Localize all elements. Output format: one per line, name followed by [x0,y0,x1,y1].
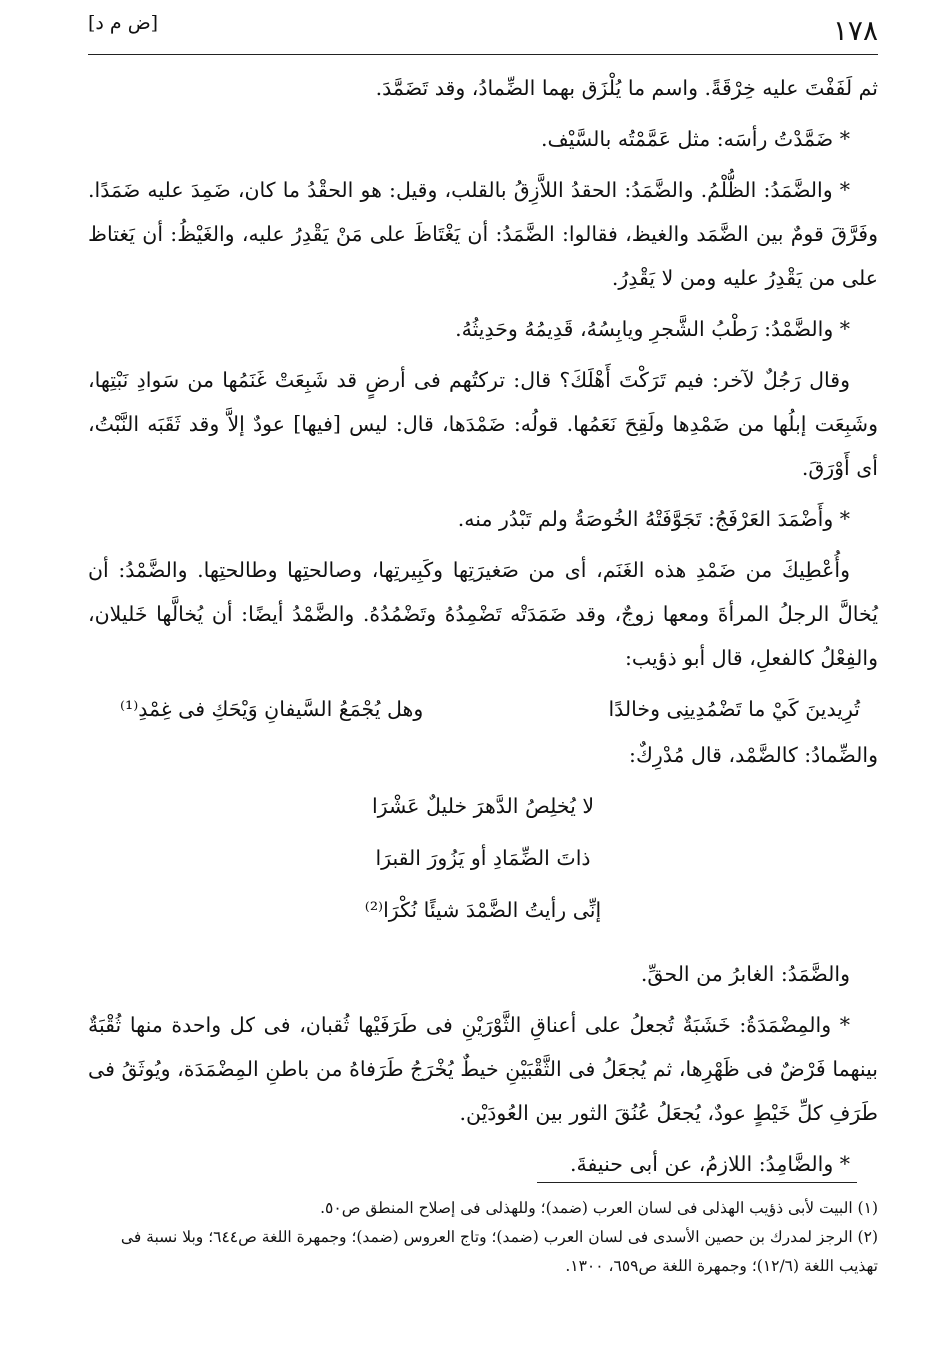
verse-first-hemistich: تُرِيدينَ كَيْ ما تَضْمُدِينِى وخالدًا [608,697,860,721]
entry-body [88,66,878,1193]
footnote: (١) البيت لأبى ذؤيب الهذلى فى لسان العرب (ضمد)؛ وللهذلى فى إصلاح المنطق ص٥٠. [320,1199,878,1217]
paragraph: * والضَّامِدُ: اللازمُ، عن أبى حنيفةَ. [570,1152,850,1176]
paragraph: * والمِضْمَدَةُ: خَشَبَةٌ تُجعلُ على أعناقِ الثَّوْرَيْنِ فى طَرَفَيْها ثُقبان، فى كل واحدة منها ثُقْبَةٌ بينهما فَرْضٌ فى ظَهْرِها، ثم يُجعَلُ فى الثَّقْبَيْنِ خيطٌ يُخْرَجُ طَرَفاهُ من باطنِ المِضْمَدَة، ويُوثَقُ فى طَرَفِ كلِّ خَيْطٍ عودٌ، يُجعَلُ عُنُقَ الثور بين العُودَيْن. [88,1013,878,1125]
root-section-tag: [ض م د] [88,12,159,34]
rajaz-poem [88,784,878,932]
verse-second-hemistich: وهل يُجْمَعُ السَّيفانِ وَيْحَكِ فى غِمْدِ⁽¹⁾ [120,697,424,721]
paragraph: والضَّمَدُ: الغابرُ من الحقِّ. [640,962,850,986]
paragraph: * والضَّمْدُ: رَطْبُ الشَّجرِ ويابِسُهُ، قَدِيمُهُ وحَدِيثُهُ. [455,317,850,341]
paragraph: وقال رَجُلٌ لآخر: فيم تَرَكْتَ أَهْلَكَ؟ قال: تركتُهم فى أرضٍ قد شَبِعَتْ غَنَمُها من سَوادِ نَبْتِها، وشَبِعَت إبلُها من ضَمْدِها ولَقِحَ نَعَمُها. قولُه: ضَمْدَها، قال: ليس [فيها] عودٌ إلاَّ وقد ثَقَبَه النَّبْتُ، أى أَوْرَقَ. [88,368,878,480]
page-header [88,8,878,55]
paragraph: * ضَمَّدْتُ رأسَه: مثل عَمَّمْتُه بالسَّيْف. [540,127,850,151]
paragraph: والضِّمادُ: كالضَّمْد، قال مُدْرِكٌ: [629,743,878,767]
poetry-verse [88,687,878,731]
paragraph: * والضَّمَدُ: الظُّلْمُ. والضَّمَدُ: الحقدُ اللاَّزِقُ بالقلب، وقيل: هو الحقْدُ ما كان، ضَمِدَ عليه ضَمَدًا. وفَرَّقَ قومٌ بين الضَّمَد والغيظ، فقالوا: الضَّمَدُ: أن يَغْتَاظَ على مَنْ يَقْدِرُ عليه، والغَيْظُ: أن يَغتاظ على من يَقْدِرُ عليه ومن لا يَقْدِرُ. [88,178,878,290]
paragraph: * وأَضْمَدَ العَرْفَجُ: تَجَوَّفَتْهُ الخُوصَةُ ولم تَبْدُر منه. [457,507,850,531]
footnotes-divider [537,1182,857,1183]
rajaz-line: إنِّى رأيتُ الضَّمْدَ شيئًا نُكْرَا⁽²⁾ [364,898,602,922]
rajaz-line: لا يُخلِصُ الدَّهرَ خليلٌ عَشْرَا [371,794,595,818]
paragraph: ثم لَفَفْتَ عليه خِرْقَةً. واسم ما يُلْزَق بهما الضِّمادُ، وقد تَضَمَّدَ. [375,76,878,100]
page-number: ١٧٨ [832,14,878,47]
paragraph: وأُعْطِيكَ من ضَمْدِ هذه الغَنَم، أى من صَغيرَتِها وكَبِيرتِها، وصالحتِها وطالحتِها. والضَّمْدُ: أن يُخالَّ الرجلُ المرأةَ ومعها زوجٌ، وقد ضَمَدَتْه تَضْمِدُهُ وتَضْمُدُهُ. والضَّمْدُ أيضًا: أن يُخالَّها خَليلان، والفِعْلُ كالفعلِ، قال أبو ذؤيب: [88,558,878,670]
footnotes [88,1194,878,1281]
rajaz-line: ذاتَ الضِّمَادِ أو يَزُورَ القبرَا [375,846,591,870]
footnote: (٢) الرجز لمدرك بن حصين الأسدى فى لسان العرب (ضمد)؛ وتاج العروس (ضمد)؛ وجمهرة اللغة ص٦٤٤؛ وبلا نسبة فى تهذيب اللغة (١٢/٦)؛ وجمهرة اللغة ص٦٥٩، ١٣٠٠. [120,1228,878,1275]
